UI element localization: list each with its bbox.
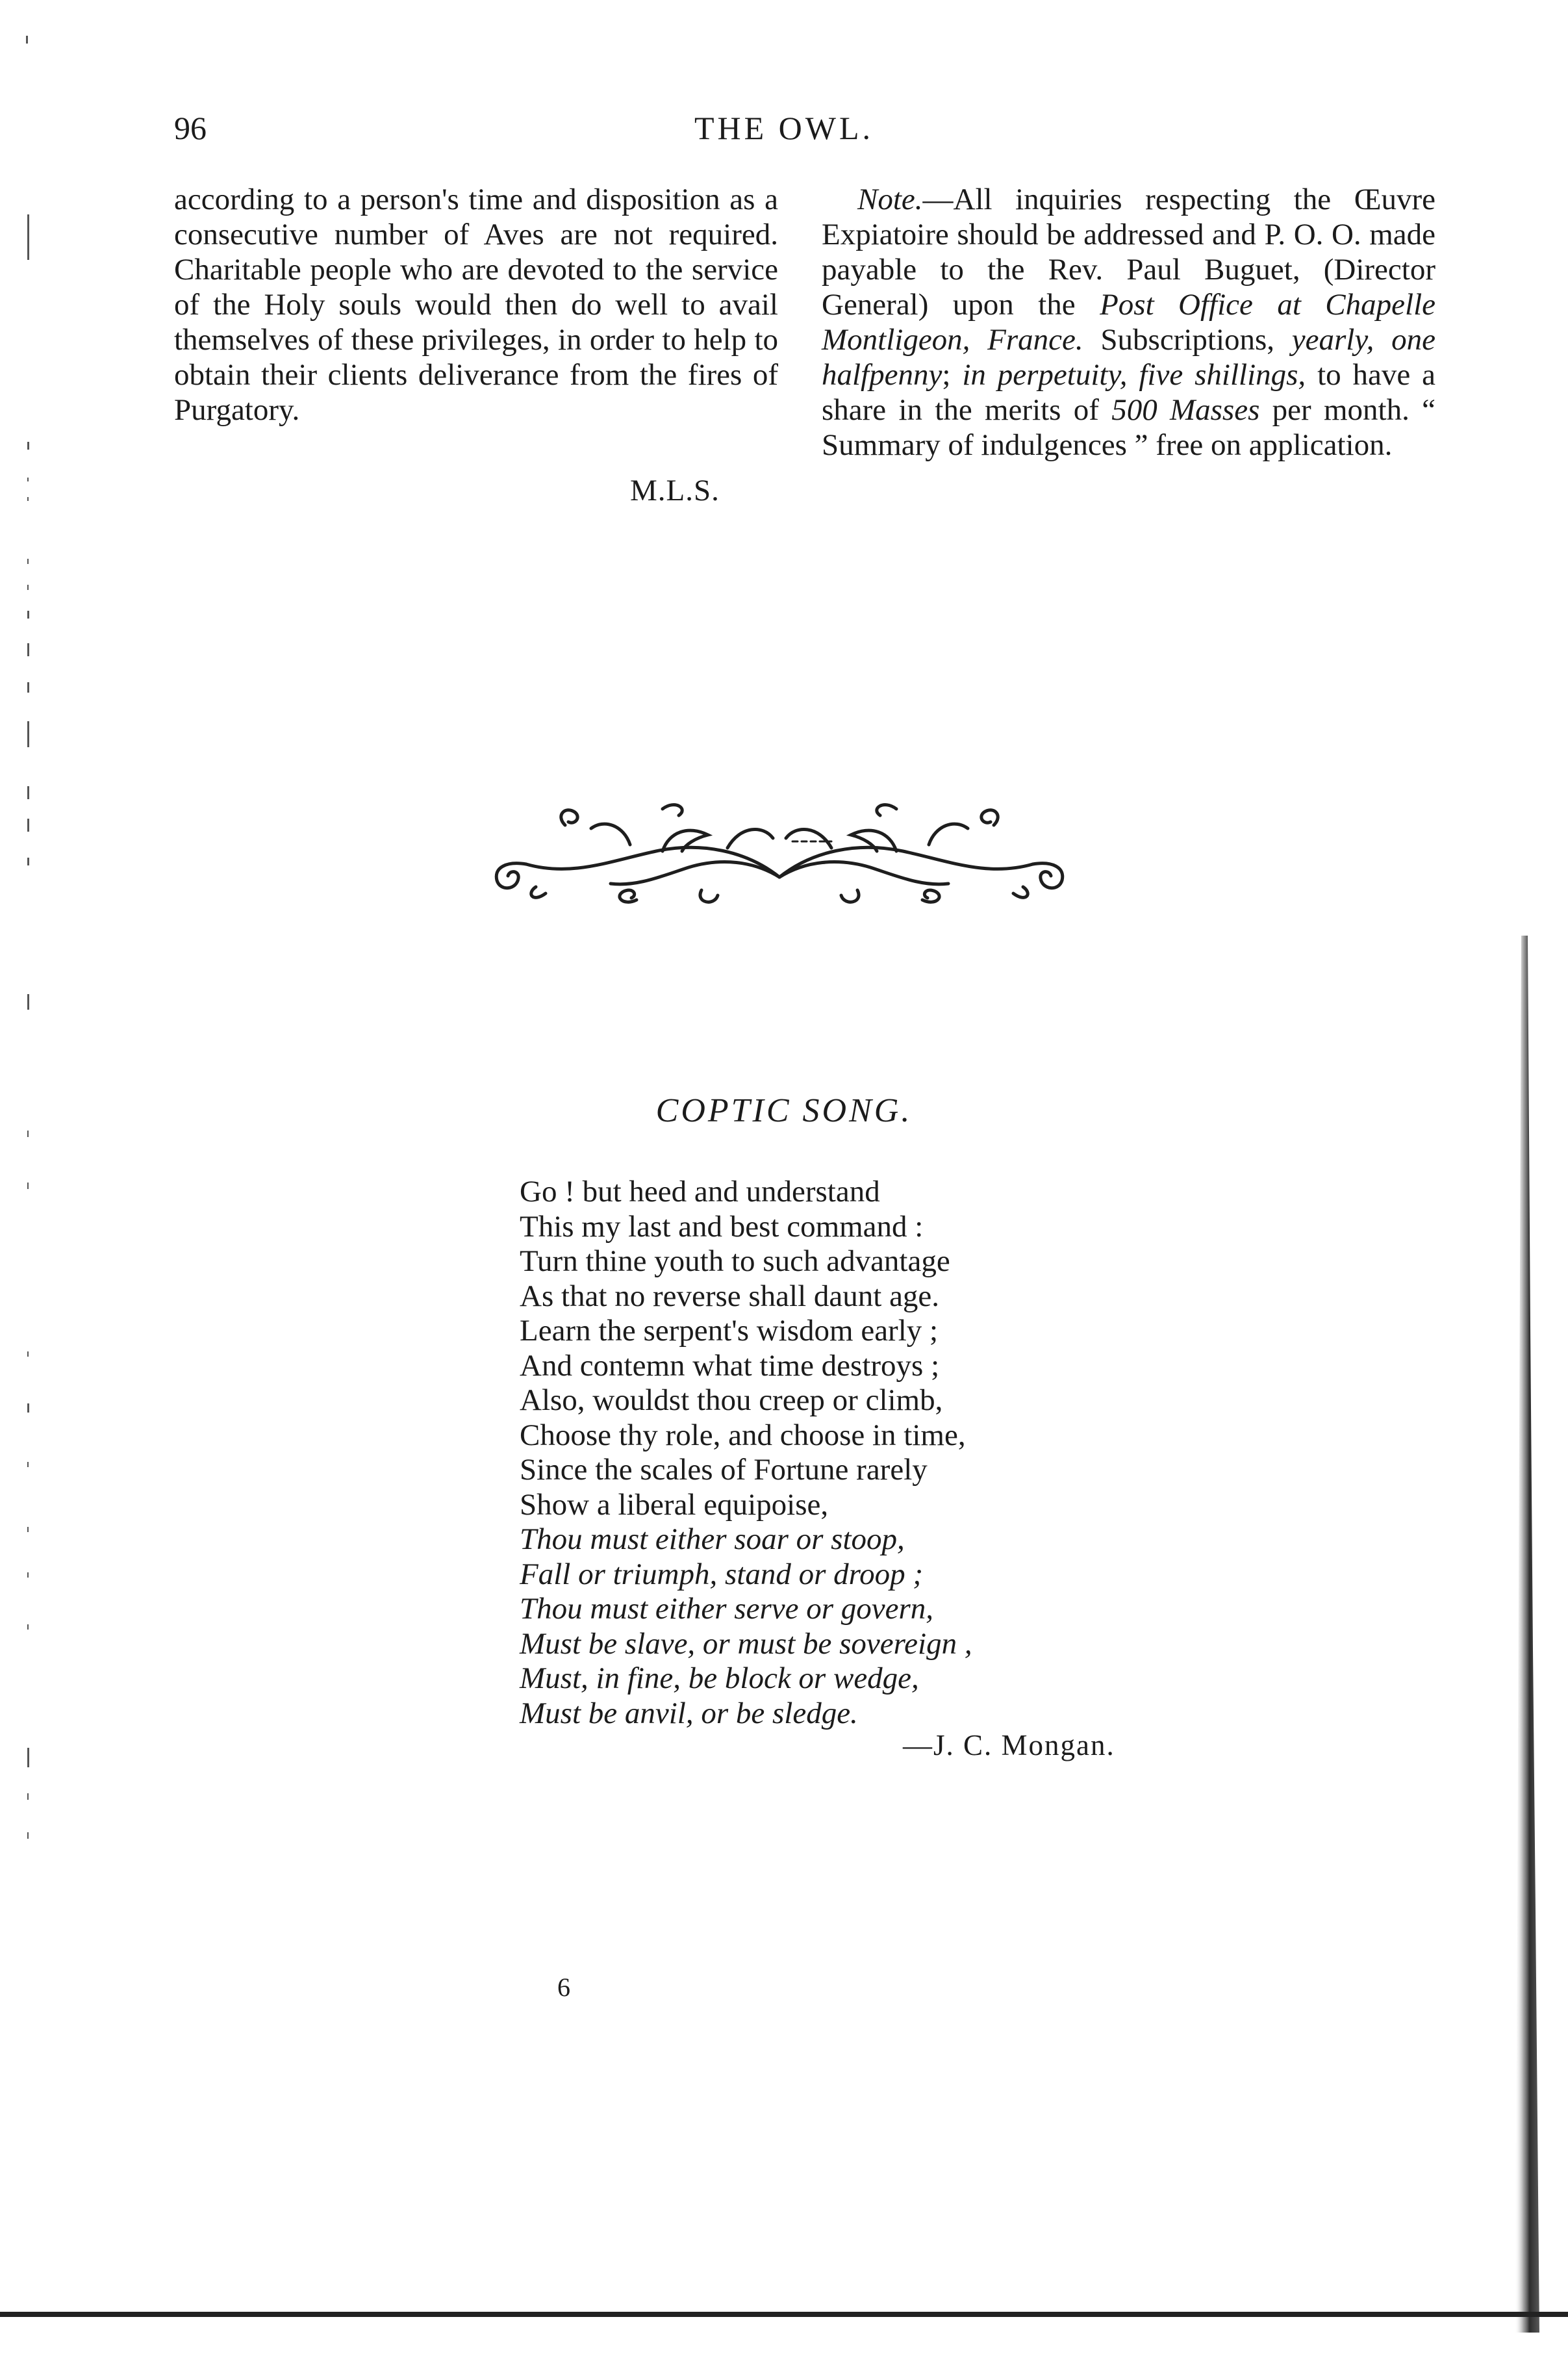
poem-line: Must be slave, or must be sovereign ,: [520, 1626, 972, 1661]
poem-line: Must be anvil, or be sledge.: [520, 1696, 858, 1730]
flourish-ornament-icon: [468, 780, 1091, 910]
poem-line: Show a liberal equipoise,: [520, 1487, 829, 1522]
poem-line: Go ! but heed and understand: [520, 1175, 880, 1209]
note-text-part-1: All inquiries respecting the Œuvre Expiatoire should be addressed and P. O. O. made payable to the Rev. Paul Buguet, (Director General) upon the: [822, 183, 1435, 322]
note-text-part-4: per month. “ Summary of indulgences ” free on application.: [822, 393, 1435, 462]
note-address: Post Office at Chapelle Montligeon, France.: [822, 288, 1435, 357]
poem-line: Also, wouldst thou creep or climb,: [520, 1383, 943, 1417]
poem-line: Thou must either serve or govern,: [520, 1592, 934, 1626]
note-in-perpetuity: in perpetuity, five shillings,: [962, 358, 1306, 392]
note-paragraph: [822, 182, 1435, 463]
poem-line: And contemn what time destroys ;: [520, 1348, 940, 1383]
running-title: THE OWL.: [694, 110, 874, 146]
note-one-halfpenny: one halfpenny: [822, 323, 1435, 392]
note-text-part-3: to have a share in the merits of: [822, 358, 1436, 427]
poem-line: Since the scales of Fortune rarely: [520, 1453, 928, 1487]
note-masses: 500 Masses: [1111, 393, 1260, 427]
page-edge-shadow: [1502, 936, 1549, 2333]
note-label: Note.: [857, 183, 923, 216]
poem-line: Choose thy role, and choose in time,: [520, 1418, 966, 1452]
article-signature: M.L.S.: [630, 474, 720, 507]
bottom-rule: [0, 2312, 1568, 2317]
poem-line: This my last and best command :: [520, 1209, 924, 1244]
poem-body: [520, 1175, 1234, 1731]
footer-mark: 6: [557, 1973, 570, 2002]
poem-line: Fall or triumph, stand or droop ;: [520, 1557, 924, 1591]
poem-line: Thou must either soar or stoop,: [520, 1522, 905, 1556]
left-column: [174, 182, 778, 428]
note-text-part-2: Subscriptions,: [1083, 323, 1292, 357]
note-yearly: yearly,: [1291, 323, 1374, 357]
poem-author: —J. C. Mongan.: [903, 1729, 1115, 1761]
poem-line: Turn thine youth to such advantage: [520, 1244, 950, 1278]
left-margin-marks: [0, 0, 39, 2354]
right-column-note: [822, 182, 1435, 463]
poem-line: As that no reverse shall daunt age.: [520, 1279, 940, 1313]
note-separator: ;: [942, 358, 963, 392]
note-dash: —: [922, 183, 954, 216]
poem-line: Learn the serpent's wisdom early ;: [520, 1314, 939, 1348]
poem-title: COPTIC SONG.: [655, 1092, 913, 1129]
left-column-paragraph: according to a person's time and disposition as a consecutive number of Aves are not required. Charitable people who are devoted to the service of the Holy souls would then do well to avail themselves of these privileges, in order to help to obtain their clients deliverance from the fires of Purgatory.: [174, 183, 778, 427]
poem-line: Must, in fine, be block or wedge,: [520, 1661, 919, 1695]
page-number: 96: [174, 110, 207, 146]
